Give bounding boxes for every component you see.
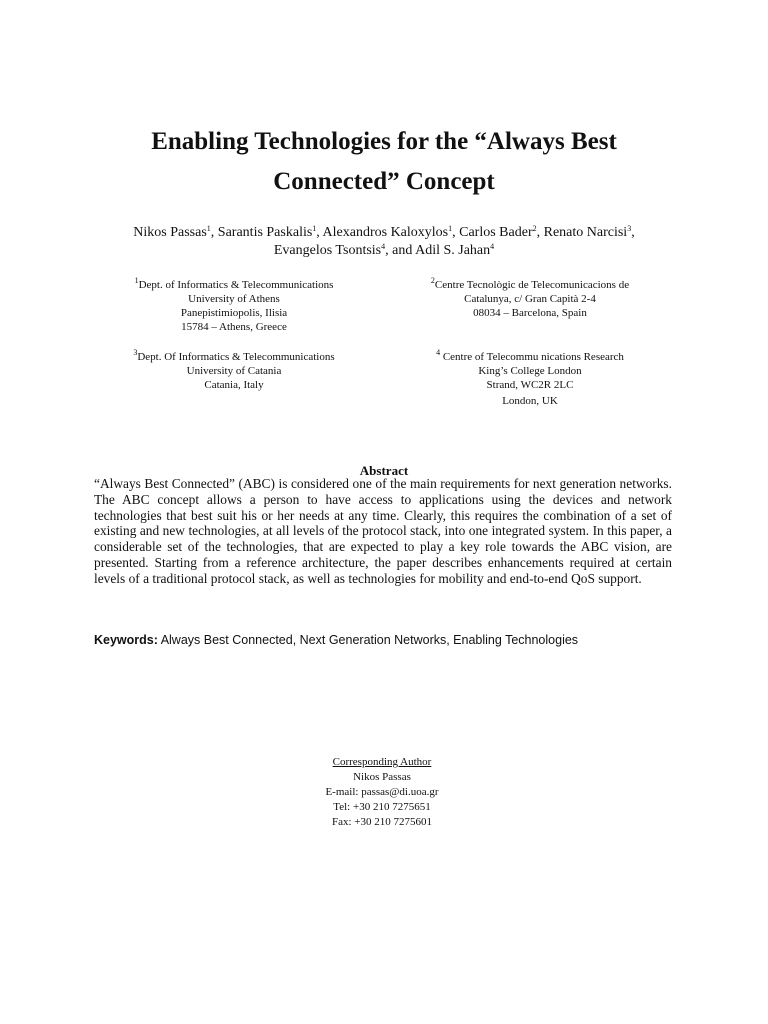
corresponding-author xyxy=(232,755,532,830)
affiliation-2 xyxy=(400,278,660,320)
affiliation-line: 15784 – Athens, Greece xyxy=(181,321,287,333)
author-separator: , and xyxy=(385,243,416,258)
corresponding-tel: Tel: +30 210 7275651 xyxy=(333,801,431,813)
affiliation-text: Dept. of Informatics & Telecommunications xyxy=(138,279,334,291)
author-line-2 xyxy=(70,242,698,260)
author-sup: 4 xyxy=(490,242,495,251)
author-name: Renato Narcisi xyxy=(543,225,628,240)
affiliation-line xyxy=(400,278,660,292)
author-name: Carlos Bader xyxy=(459,225,533,240)
author-separator: , xyxy=(452,225,460,240)
abstract-text: “Always Best Connected” (ABC) is considered one of the main requirements for next generation networks. The ABC concept allows a person to have access to applications using the devices and network technologies that best suit his or her needs at any time. Clearly, this requires the combination of a set of existing and new technologies, at all levels of the protocol stack, into one integrated system. In this paper, a considerable set of the technologies, that are expected to play a key role towards the ABC vision, are presented. Starting from a reference architecture, the paper describes enhancements required at certain levels of a traditional protocol stack, as well as technologies for mobility and end-to-end QoS support. xyxy=(94,476,672,586)
corresponding-fax: Fax: +30 210 7275601 xyxy=(331,816,432,828)
affiliation-line: Strand, WC2R 2LC xyxy=(486,379,574,391)
affiliation-line: University of Athens xyxy=(188,293,280,305)
author-sup: 4 xyxy=(381,242,386,251)
affiliation-text: Centre Tecnològic de Telecomunicacions de xyxy=(434,279,630,291)
corresponding-email: E-mail: passas@di.uoa.gr xyxy=(325,786,439,798)
affiliation-line: Panepistimiopolis, Ilisia xyxy=(180,307,288,319)
keywords-label: Keywords: xyxy=(94,633,158,647)
author-separator: , xyxy=(316,225,323,240)
affiliation-line: Catania, Italy xyxy=(204,379,264,391)
keywords xyxy=(94,632,694,648)
author-sup: 3 xyxy=(627,224,632,233)
affiliation-sup: 3 xyxy=(133,348,138,357)
keywords-text: Always Best Connected, Next Generation Networks, Enabling Technologies xyxy=(157,633,579,647)
author-name: Adil S. Jahan xyxy=(415,243,491,258)
affiliation-4 xyxy=(400,350,660,408)
affiliation-text: Centre of Telecommu nications Research xyxy=(442,351,624,363)
affiliation-line: University of Catania xyxy=(186,365,282,377)
author-list xyxy=(70,224,698,260)
author-name: Nikos Passas xyxy=(133,225,207,240)
affiliation-text: Dept. Of Informatics & Telecommunications xyxy=(137,351,335,363)
author-sup: 1 xyxy=(448,224,453,233)
affiliation-line: London, UK xyxy=(502,395,558,407)
affiliation-1 xyxy=(112,278,356,334)
affiliation-line: 08034 – Barcelona, Spain xyxy=(473,307,587,319)
author-sup: 2 xyxy=(532,224,537,233)
affiliation-sup: 4 xyxy=(436,348,441,357)
corresponding-heading: Corresponding Author xyxy=(332,756,432,768)
author-name: Alexandros Kaloxylos xyxy=(322,225,449,240)
affiliation-3 xyxy=(112,350,356,392)
affiliation-sup: 2 xyxy=(430,276,435,285)
author-sup: 1 xyxy=(312,224,317,233)
title-line-1: Enabling Technologies for the “Always Best xyxy=(151,128,617,155)
affiliation-line: Catalunya, c/ Gran Capità 2-4 xyxy=(464,293,596,305)
affiliation-sup: 1 xyxy=(134,276,139,285)
author-name: Sarantis Paskalis xyxy=(217,225,313,240)
title-line-2: Connected” Concept xyxy=(273,168,495,195)
affiliation-line xyxy=(400,350,660,364)
affiliation-line: King’s College London xyxy=(478,365,582,377)
abstract-heading: Abstract xyxy=(359,463,409,478)
author-sup: 1 xyxy=(206,224,211,233)
corresponding-name: Nikos Passas xyxy=(353,771,411,783)
affiliation-line xyxy=(112,350,356,364)
author-separator: , xyxy=(536,225,544,240)
affiliation-line xyxy=(112,278,356,292)
paper-title xyxy=(84,122,684,202)
author-line-1 xyxy=(70,224,698,242)
author-name: Evangelos Tsontsis xyxy=(273,243,382,258)
author-separator: , xyxy=(631,225,635,240)
author-separator: , xyxy=(210,225,218,240)
